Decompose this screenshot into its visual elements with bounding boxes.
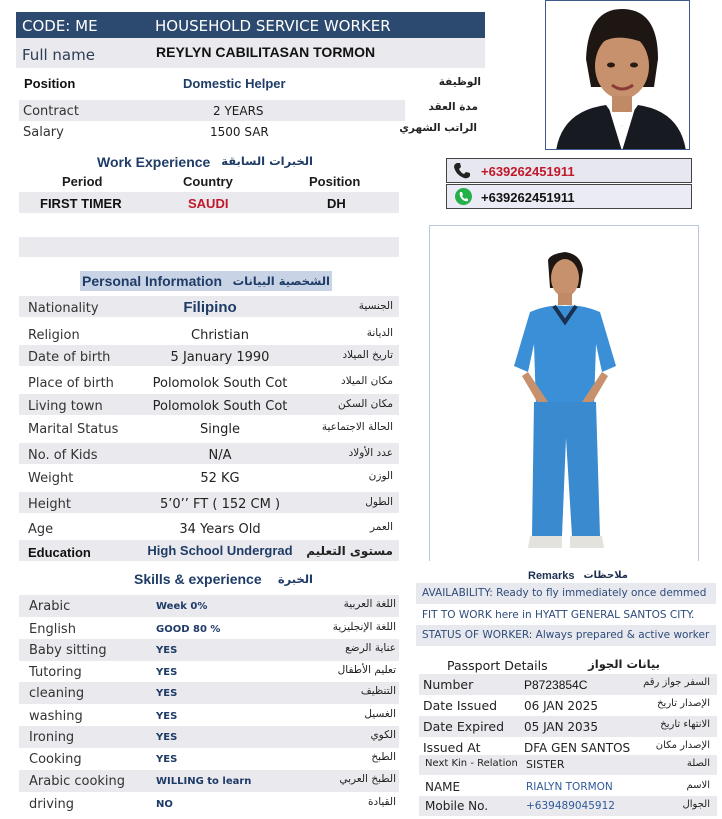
kin-label: Next Kin - Relation — [425, 758, 518, 769]
personal-label-ar: العمر — [369, 521, 393, 533]
personal-value: High School Undergrad — [147, 543, 293, 558]
skill-label: Arabic cooking — [29, 774, 126, 789]
personal-info-title: Personal Information — [82, 273, 223, 289]
kin-label-ar: الصلة — [686, 758, 710, 769]
remark-line: AVAILABILITY: Ready to fly immediately once demmed — [416, 583, 716, 604]
personal-value: 34 Years Old — [179, 522, 261, 537]
passport-title-ar: بيانات الجواز — [588, 657, 660, 671]
personal-label-ar: مكان السكن — [338, 398, 393, 410]
personal-label-ar: عدد الأولاد — [348, 447, 393, 459]
kin-label-ar: الجوال — [682, 799, 710, 810]
personal-value: Christian — [191, 328, 249, 343]
code-label: CODE: ME — [22, 17, 98, 35]
remarks-title-ar: ملاحظات — [583, 570, 628, 581]
personal-label-ar: مكان الميلاد — [341, 375, 393, 387]
kin-label: Mobile No. — [425, 799, 489, 813]
personal-label: Marital Status — [28, 422, 119, 437]
kin-label-ar: الاسم — [686, 780, 710, 791]
work-experience-title-ar: الخبرات السابقة — [221, 154, 313, 168]
document-title: HOUSEHOLD SERVICE WORKER — [155, 17, 391, 35]
skill-label-ar: تعليم الأطفال — [337, 664, 396, 676]
passport-value: 06 JAN 2025 — [524, 699, 598, 713]
whatsapp-icon — [454, 187, 473, 206]
skill-label: cleaning — [29, 686, 85, 701]
personal-label-ar: الطول — [365, 496, 393, 508]
skill-label-ar: الطبخ — [371, 751, 396, 763]
kin-value: SISTER — [526, 758, 565, 771]
remark-line: FIT TO WORK here in HYATT GENERAL SANTOS CITY. — [416, 605, 716, 626]
personal-label-ar: مستوى التعليم — [306, 544, 393, 558]
personal-value: N/A — [208, 448, 232, 463]
skill-label: Arabic — [29, 599, 71, 614]
phone-number[interactable]: +639262451911 — [481, 164, 575, 179]
full-body-photo-icon — [430, 226, 699, 561]
personal-value: Single — [200, 422, 240, 437]
skill-label: Baby sitting — [29, 643, 107, 658]
position-ar: الوظيفة — [438, 76, 481, 88]
passport-label: Number — [423, 677, 474, 692]
passport-label: Date Expired — [423, 719, 505, 734]
skill-label-ar: الغسيل — [364, 708, 396, 720]
skill-value: GOOD 80 % — [156, 624, 221, 635]
passport-label-ar: الإصدار تاريخ — [657, 698, 710, 709]
personal-label-ar: تاريخ الميلاد — [342, 349, 393, 361]
skill-label-ar: التنظيف — [360, 685, 396, 697]
passport-value: P8723854C — [524, 678, 588, 692]
personal-label: No. of Kids — [28, 448, 98, 463]
personal-value: 5 January 1990 — [170, 350, 270, 365]
remarks-title: Remarks — [528, 570, 575, 582]
salary-ar: الراتب الشهري — [399, 122, 477, 134]
skill-value: NO — [156, 799, 173, 810]
skill-value: YES — [156, 754, 178, 765]
personal-label: Education — [28, 545, 91, 560]
passport-label: Issued At — [423, 740, 481, 755]
personal-label: Place of birth — [28, 376, 114, 391]
passport-label-ar: الإصدار مكان — [655, 740, 710, 751]
skill-value: YES — [156, 645, 178, 656]
fullname-value: REYLYN CABILITASAN TORMON — [156, 44, 376, 60]
personal-value: 5’0’’ FT ( 152 CM ) — [159, 497, 281, 512]
contract-label: Contract — [23, 104, 79, 119]
personal-label: Weight — [28, 471, 74, 486]
contract-ar: مدة العقد — [428, 101, 478, 113]
personal-label-ar: الديانة — [366, 327, 393, 339]
position-label: Position — [24, 76, 76, 91]
header-bar — [16, 12, 485, 38]
personal-label-ar: الجنسية — [358, 300, 393, 312]
personal-info-title-ar: الشخصية البيانات — [232, 274, 330, 288]
personal-label-ar: الحالة الاجتماعية — [321, 421, 393, 433]
whatsapp-box — [446, 184, 692, 209]
remark-line: STATUS OF WORKER: Always prepared & active worker — [416, 625, 716, 646]
personal-label: Religion — [28, 328, 80, 343]
skill-label: washing — [29, 709, 83, 724]
personal-value: 52 KG — [200, 471, 240, 486]
skill-row-band — [19, 595, 399, 617]
salary-label: Salary — [23, 125, 64, 140]
kin-value: +639489045912 — [526, 800, 615, 812]
personal-value: Filipino — [183, 299, 237, 316]
skill-value: Week 0% — [156, 601, 208, 612]
personal-label: Date of birth — [28, 350, 111, 365]
personal-label: Nationality — [28, 301, 99, 316]
skill-label-ar: اللغة العربية — [343, 598, 396, 610]
passport-value: DFA GEN SANTOS — [524, 741, 631, 755]
skill-value: WILLING to learn — [156, 776, 252, 787]
exp-period: FIRST TIMER — [40, 196, 122, 211]
skill-label-ar: اللغة الإنجليزية — [332, 621, 396, 633]
personal-label: Age — [28, 522, 54, 537]
skill-label-ar: عناية الرضع — [345, 642, 396, 654]
skill-value: YES — [156, 667, 178, 678]
passport-label-ar: السفر جواز رقم — [643, 677, 710, 688]
exp-position: DH — [327, 196, 346, 211]
phone-box — [446, 158, 692, 183]
personal-label: Height — [28, 497, 71, 512]
exp-country: SAUDI — [188, 196, 229, 211]
fullname-label: Full name — [22, 46, 95, 64]
passport-title: Passport Details — [447, 658, 548, 673]
portrait-photo — [545, 0, 690, 150]
work-experience-title: Work Experience — [97, 154, 211, 170]
salary-value: 1500 SAR — [210, 125, 269, 139]
kin-label: NAME — [425, 780, 461, 794]
personal-label: Living town — [28, 399, 103, 414]
skill-value: YES — [156, 732, 178, 743]
exp-header-period: Period — [62, 174, 103, 189]
passport-label: Date Issued — [423, 698, 498, 713]
skill-label-ar: الطبخ العربي — [339, 773, 396, 785]
skills-title: Skills & experience — [134, 571, 262, 587]
skill-row-band — [19, 726, 399, 748]
personal-value: Polomolok South Cot — [152, 399, 288, 414]
skill-value: YES — [156, 711, 178, 722]
phone-icon — [453, 162, 471, 180]
contract-value: 2 YEARS — [213, 104, 264, 118]
exp-empty-row — [19, 237, 399, 257]
skill-label: Tutoring — [29, 665, 82, 680]
skill-label: driving — [29, 797, 75, 812]
whatsapp-number[interactable]: +639262451911 — [481, 190, 575, 205]
exp-header-country: Country — [183, 174, 233, 189]
exp-header-position: Position — [309, 174, 361, 189]
skill-value: YES — [156, 688, 178, 699]
kin-value: RIALYN TORMON — [526, 781, 613, 793]
skill-label: English — [29, 622, 76, 637]
skill-label: Ironing — [29, 730, 75, 745]
personal-value: Polomolok South Cot — [152, 376, 288, 391]
portrait-photo-icon — [546, 1, 690, 150]
personal-label-ar: الوزن — [368, 470, 393, 482]
skill-label-ar: القيادة — [368, 796, 396, 808]
passport-value: 05 JAN 2035 — [524, 720, 598, 734]
skill-label-ar: الكوي — [370, 729, 396, 741]
skill-label: Cooking — [29, 752, 82, 767]
position-value: Domestic Helper — [183, 76, 286, 91]
skills-title-ar: الخبرة — [277, 572, 313, 586]
full-body-photo — [429, 225, 699, 561]
passport-label-ar: الانتهاء تاريخ — [660, 719, 710, 730]
